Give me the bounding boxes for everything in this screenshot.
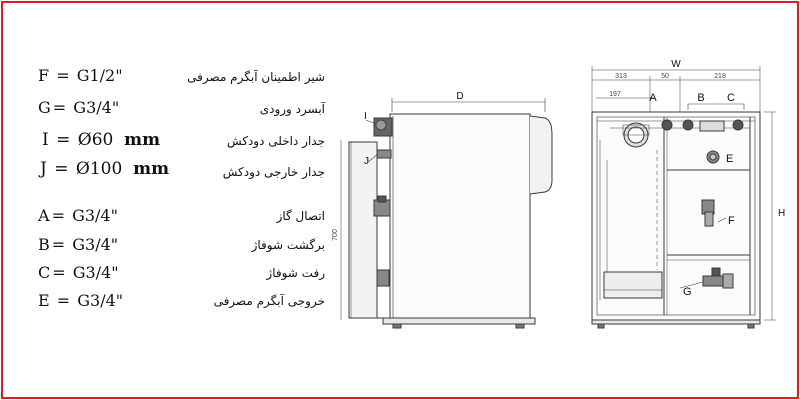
depth-label: D <box>456 91 464 102</box>
spec-key: F <box>38 66 50 85</box>
label-c: C <box>727 92 735 104</box>
spec-value: G3/4" <box>72 263 119 282</box>
spec-j: J = Ø100 mm <box>40 159 170 179</box>
height-label: H <box>778 208 786 219</box>
spec-key: J <box>40 159 47 179</box>
label-f: F <box>728 215 735 227</box>
spec-key: G <box>38 98 51 117</box>
label-b: B <box>697 92 705 104</box>
label-i: I <box>364 111 367 122</box>
spec-value: G3/4" <box>77 291 124 310</box>
spec-desc-i: جدار داخلی دودکش <box>226 134 325 148</box>
spec-desc-e: خروجی آبگرم مصرفی <box>213 294 325 308</box>
spec-value: G3/4" <box>73 98 120 117</box>
spec-value: G1/2" <box>76 66 123 85</box>
spec-key: A <box>38 206 50 225</box>
spec-unit: mm <box>124 130 161 150</box>
spec-g: G = G3/4" <box>38 98 120 117</box>
spec-value: G3/4" <box>72 235 119 254</box>
spec-key: I <box>42 130 49 150</box>
spec-c: C = G3/4" <box>38 263 119 282</box>
spec-desc-j: جدار خارجی دودکش <box>222 165 325 179</box>
spec-i: I = Ø60 mm <box>42 130 161 150</box>
dim-50: 50 <box>661 73 669 80</box>
spec-b: B = G3/4" <box>38 235 119 254</box>
dim-313: 313 <box>615 73 627 80</box>
spec-desc-g: آبسرد ورودی <box>259 102 325 116</box>
spec-desc-b: برگشت شوفاژ <box>251 238 325 252</box>
label-e: E <box>726 153 734 165</box>
width-label: W <box>671 59 681 70</box>
dim-197: 197 <box>609 91 621 98</box>
spec-key: B <box>38 235 50 254</box>
side-height-value: 700 <box>332 229 339 241</box>
spec-desc-a: اتصال گاز <box>276 209 325 223</box>
spec-f: F = G1/2" <box>38 66 123 85</box>
spec-unit: mm <box>133 159 170 179</box>
label-j: J <box>364 156 369 167</box>
spec-e: E = G3/4" <box>38 291 124 310</box>
spec-value: Ø100 <box>75 159 123 179</box>
dim-218: 218 <box>714 73 726 80</box>
spec-a: A = G3/4" <box>38 206 118 225</box>
spec-key: E <box>38 291 50 310</box>
side-view-drawing <box>341 98 552 328</box>
spec-value: Ø60 <box>77 130 114 150</box>
spec-key: C <box>38 263 51 282</box>
spec-desc-c: رفت شوفاژ <box>266 266 325 280</box>
label-a: A <box>649 92 657 104</box>
spec-desc-f: شیر اطمینان آبگرم مصرفی <box>187 70 325 84</box>
label-g: G <box>683 286 692 298</box>
spec-value: G3/4" <box>72 206 118 225</box>
